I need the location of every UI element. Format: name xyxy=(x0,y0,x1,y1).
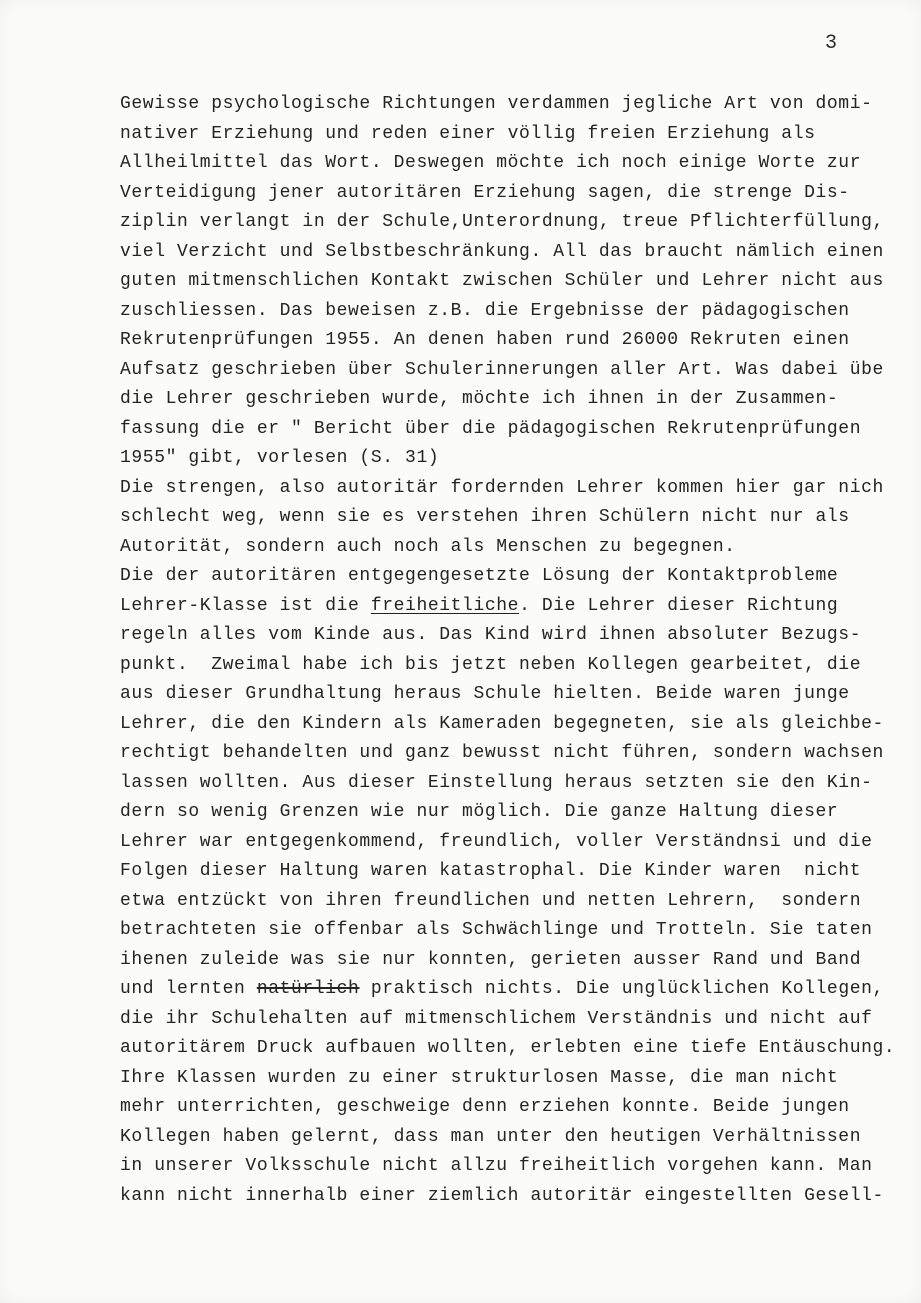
text-line: in unserer Volksschule nicht allzu freiheitlich vorgehen kann. Man xyxy=(120,1156,873,1176)
text-line: punkt. Zweimal habe ich bis jetzt neben Kollegen gearbeitet, die xyxy=(120,654,862,675)
text-line xyxy=(120,592,890,622)
text-line xyxy=(120,975,890,1005)
text-line: Aufsatz geschrieben über Schulerinnerungen aller Art. Was dabei übe xyxy=(120,359,884,380)
text-line: nativer Erziehung und reden einer völlig freien Erziehung als xyxy=(120,123,816,144)
text-line: Folgen dieser Haltung waren katastrophal. Die Kinder waren nicht xyxy=(120,861,862,881)
text-line: dern so wenig Grenzen wie nur möglich. Die ganze Haltung dieser xyxy=(120,802,839,822)
text-line: fassung die er " Bericht über die pädagogischen Rekrutenprüfungen xyxy=(120,418,862,439)
text-line: Verteidigung jener autoritären Erziehung sagen, die strenge Dis- xyxy=(120,182,850,203)
text-fragment: praktisch nichts. Die unglücklichen Kollegen, xyxy=(359,979,884,999)
text-line: Gewisse psychologische Richtungen verdammen jegliche Art von domi- xyxy=(120,94,873,114)
text-line: Autorität, sondern auch noch als Menschen zu begegnen. xyxy=(120,536,736,557)
text-line: zuschliessen. Das beweisen z.B. die Ergebnisse der pädagogischen xyxy=(120,300,850,321)
text-line: Ihre Klassen wurden zu einer strukturlosen Masse, die man nicht xyxy=(120,1067,839,1088)
text-line: guten mitmenschlichen Kontakt zwischen Schüler und Lehrer nicht aus xyxy=(120,271,884,291)
text-line: viel Verzicht und Selbstbeschränkung. All das braucht nämlich einen xyxy=(120,241,884,262)
body-text xyxy=(120,90,896,1211)
text-line: Kollegen haben gelernt, dass man unter den heutigen Verhältnissen xyxy=(120,1126,862,1147)
text-line: Die strengen, also autoritär fordernden Lehrer kommen hier gar nich xyxy=(120,477,884,498)
text-fragment: . Die Lehrer dieser Richtung xyxy=(519,595,839,616)
text-fragment: Lehrer-Klasse ist die xyxy=(120,595,371,616)
text-line: die ihr Schulehalten auf mitmenschlichem Verständnis und nicht auf xyxy=(120,1008,873,1029)
text-line: regeln alles vom Kinde aus. Das Kind wird ihnen absoluter Bezugs- xyxy=(120,625,862,645)
text-line: rechtigt behandelten und ganz bewusst nicht führen, sondern wachsen xyxy=(120,743,884,763)
page-number: 3 xyxy=(825,32,838,55)
text-fragment: und lernten xyxy=(120,979,257,999)
text-line: Lehrer war entgegenkommend, freundlich, voller Verständnsi und die xyxy=(120,831,873,852)
text-line: etwa entzückt von ihren freundlichen und netten Lehrern, sondern xyxy=(120,890,862,911)
text-line: Rekrutenprüfungen 1955. An denen haben rund 26000 Rekruten einen xyxy=(120,330,850,350)
text-line: 1955" gibt, vorlesen (S. 31) xyxy=(120,448,440,468)
text-line: ihenen zuleide was sie nur konnten, gerieten ausser Rand und Band xyxy=(120,949,862,970)
text-line: Lehrer, die den Kindern als Kameraden begegneten, sie als gleichbe- xyxy=(120,713,884,734)
text-line: Die der autoritären entgegengesetzte Lösung der Kontaktprobleme xyxy=(120,566,839,586)
text-line: autoritärem Druck aufbauen wollten, erlebten eine tiefe Entäuschung. xyxy=(120,1038,896,1058)
text-line: Allheilmittel das Wort. Deswegen möchte ich noch einige Worte zur xyxy=(120,153,862,173)
text-line: lassen wollten. Aus dieser Einstellung heraus setzten sie den Kin- xyxy=(120,772,873,793)
text-line: betrachteten sie offenbar als Schwächlinge und Trotteln. Sie taten xyxy=(120,920,873,940)
text-line: die Lehrer geschrieben wurde, möchte ich ihnen in der Zusammen- xyxy=(120,389,839,409)
struck-word: natürlich xyxy=(256,979,360,999)
text-line: aus dieser Grundhaltung heraus Schule hielten. Beide waren junge xyxy=(120,684,850,704)
text-line: mehr unterrichten, geschweige denn erziehen konnte. Beide jungen xyxy=(120,1097,850,1117)
text-line: ziplin verlangt in der Schule,Unterordnung, treue Pflichterfüllung, xyxy=(120,212,884,232)
text-line: schlecht weg, wenn sie es verstehen ihren Schülern nicht nur als xyxy=(120,507,850,527)
text-line: kann nicht innerhalb einer ziemlich autoritär eingestellten Gesell- xyxy=(120,1185,884,1206)
underlined-word: freiheitliche xyxy=(370,595,520,616)
